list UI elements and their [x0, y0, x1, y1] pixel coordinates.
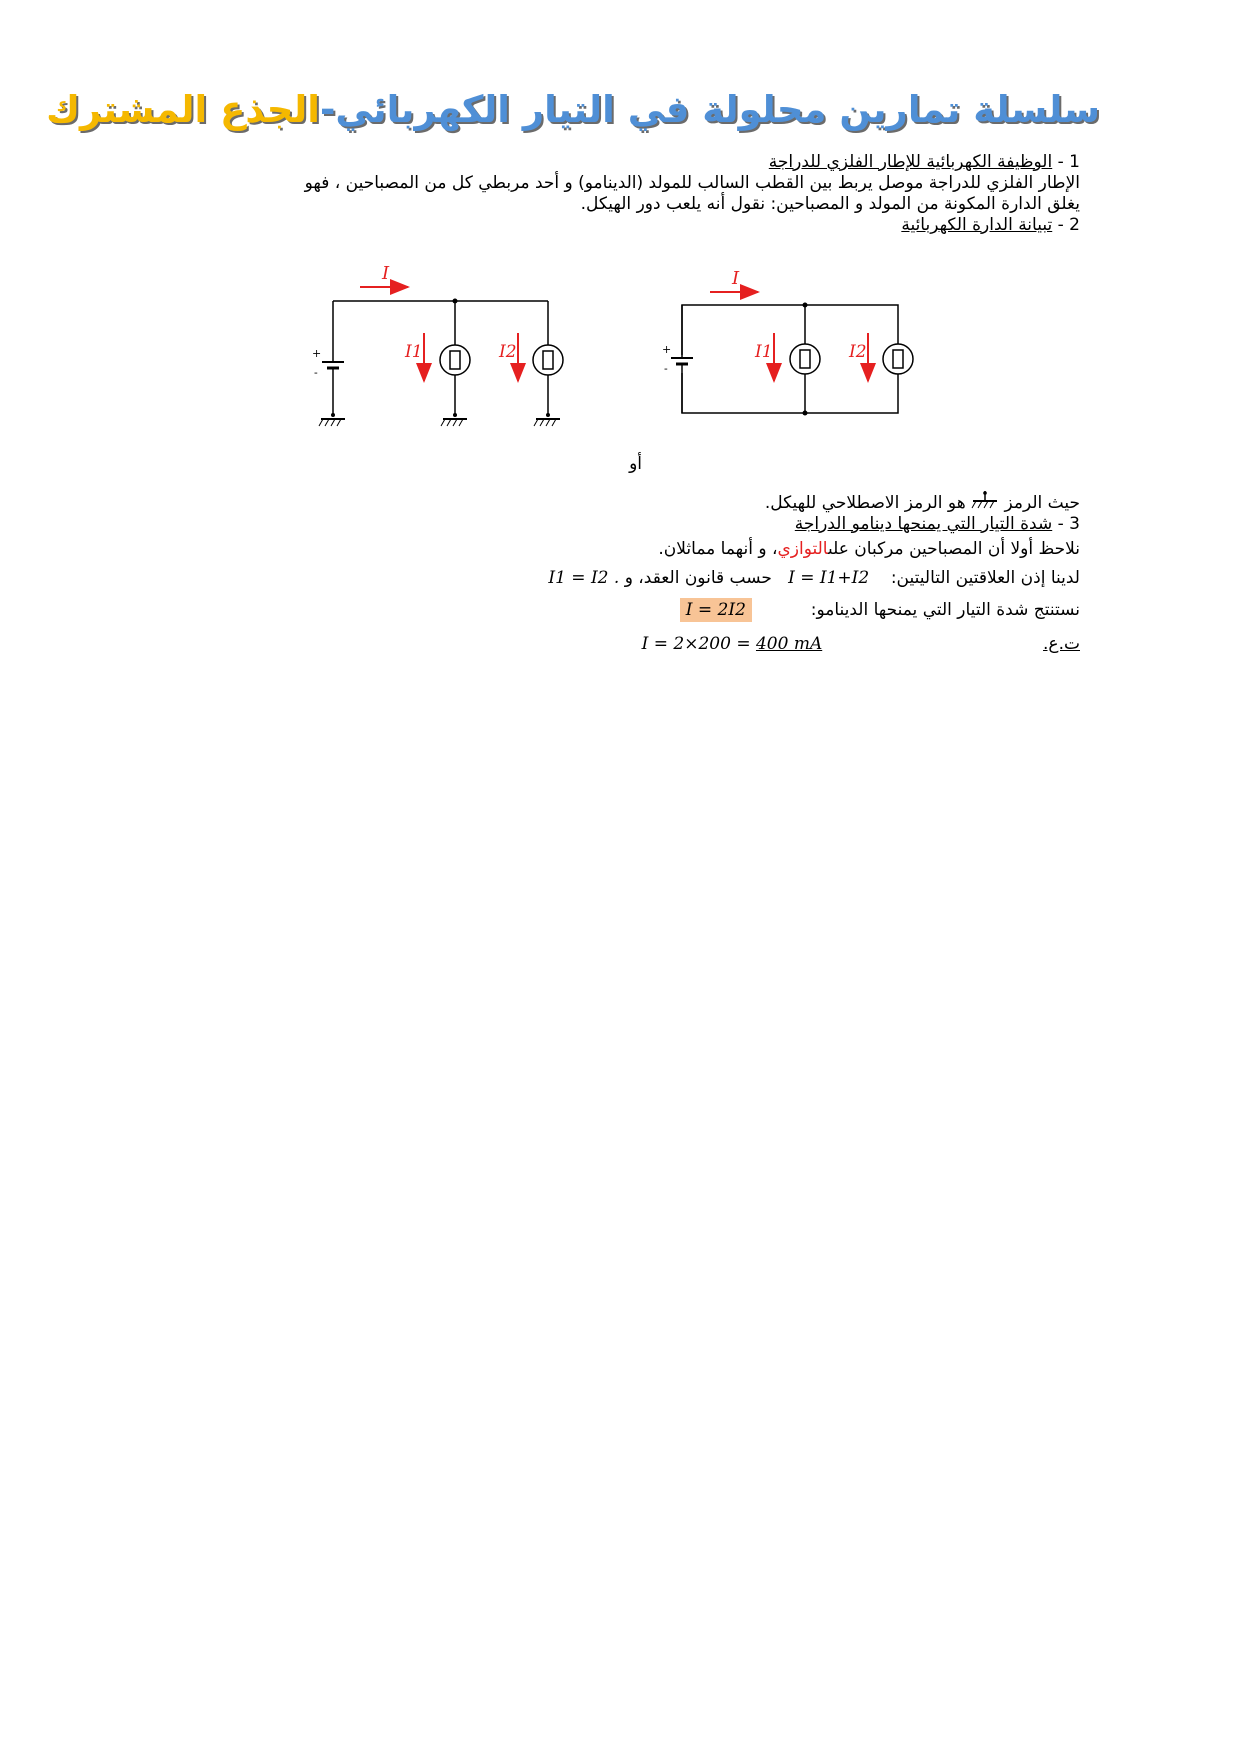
ground-note-before: حيث الرمز: [1004, 493, 1080, 513]
section-3-note: [658, 538, 1080, 560]
section-3-title: شدة التيار التي يمنحها دينامو الدراجة: [794, 514, 1053, 534]
numeric-calculation: [642, 633, 823, 655]
result-formula: I = 2I2: [680, 598, 752, 622]
battery-symbol-left: [312, 347, 344, 379]
numeric-expression: I = 2×200 =: [641, 634, 756, 654]
battery-symbol-right: [662, 305, 694, 413]
section-1-number: 1 -: [1057, 152, 1080, 172]
section-1-line-2: يغلق الدارة المكونة من المولد و المصباحين: نقول أنه يلعب دور الهيكل.: [580, 194, 1080, 214]
or-label: أو: [629, 454, 642, 474]
current-label-total-right: I: [732, 268, 740, 289]
ground-symbol: [319, 419, 345, 426]
title-main: سلسلة تمارين محلولة في التيار الكهربائي-: [319, 88, 1100, 131]
current-label-2-right: I2: [849, 342, 867, 362]
numeric-label: ت.ع.: [1043, 634, 1080, 654]
section-2-title: تبيانة الدارة الكهربائية: [901, 215, 1053, 235]
lamp-2-left: [533, 345, 563, 375]
deduce-intro: نستنتج شدة التيار التي يمنحها الدينامو:: [810, 600, 1080, 620]
relation-node-law: I = I1+I2: [788, 568, 870, 588]
section-1-line-1: الإطار الفلزي للدراجة موصل يربط بين القطب السالب للمولد (الدينامو) و أحد مربطي كل من المصباحين ، فهو: [304, 173, 1080, 193]
section-2-number: 2 -: [1057, 215, 1080, 235]
lamp-2-right: [883, 344, 913, 374]
section-3-relations: [548, 567, 1080, 589]
note-parallel: التوازي: [777, 539, 828, 559]
section-3-deduction: [680, 599, 1080, 621]
note-before: نلاحظ أولا أن المصباحين مركبان على: [827, 539, 1080, 559]
ground-note-after: هو الرمز الاصطلاحي للهيكل.: [764, 493, 966, 513]
section-3-numeric: [642, 633, 1080, 655]
battery-plus-left: +: [312, 347, 322, 360]
current-label-1-left: I1: [405, 342, 423, 362]
ground-symbol-inline: [971, 490, 999, 512]
section-1-heading: [769, 151, 1080, 173]
section-3-number: 3 -: [1057, 514, 1080, 534]
note-after: ، و أنهما مماثلان.: [658, 539, 778, 559]
lamp-1-left: [440, 345, 470, 375]
circuit-with-ground: [312, 263, 563, 426]
battery-plus-right: +: [662, 343, 672, 356]
circuit-closed-loop: [662, 268, 913, 416]
current-label-total-left: I: [382, 263, 390, 284]
section-1-title: الوظيفة الكهربائية للإطار الفلزي للدراجة: [768, 152, 1053, 172]
relations-intro: لدينا إذن العلاقتين التاليتين:: [890, 568, 1080, 588]
circuit-diagrams: [300, 255, 940, 430]
lamp-1-right: [790, 344, 820, 374]
title-highlight: الجذع المشترك: [46, 88, 320, 131]
numeric-result: 400 mA: [755, 634, 823, 654]
current-label-1-right: I1: [755, 342, 773, 362]
relation-equal-currents: I1 = I2 .: [548, 568, 620, 588]
relation-suffix: حسب قانون العقد، و: [624, 568, 772, 588]
ground-symbol: [534, 419, 560, 426]
battery-minus-right: -: [664, 362, 668, 375]
section-3-heading: [795, 513, 1080, 535]
ground-symbol: [441, 419, 467, 426]
battery-minus-left: -: [314, 366, 318, 379]
section-2-heading: [901, 214, 1080, 236]
page-title: [46, 80, 1100, 140]
current-label-2-left: I2: [499, 342, 517, 362]
ground-note: [765, 490, 1080, 514]
